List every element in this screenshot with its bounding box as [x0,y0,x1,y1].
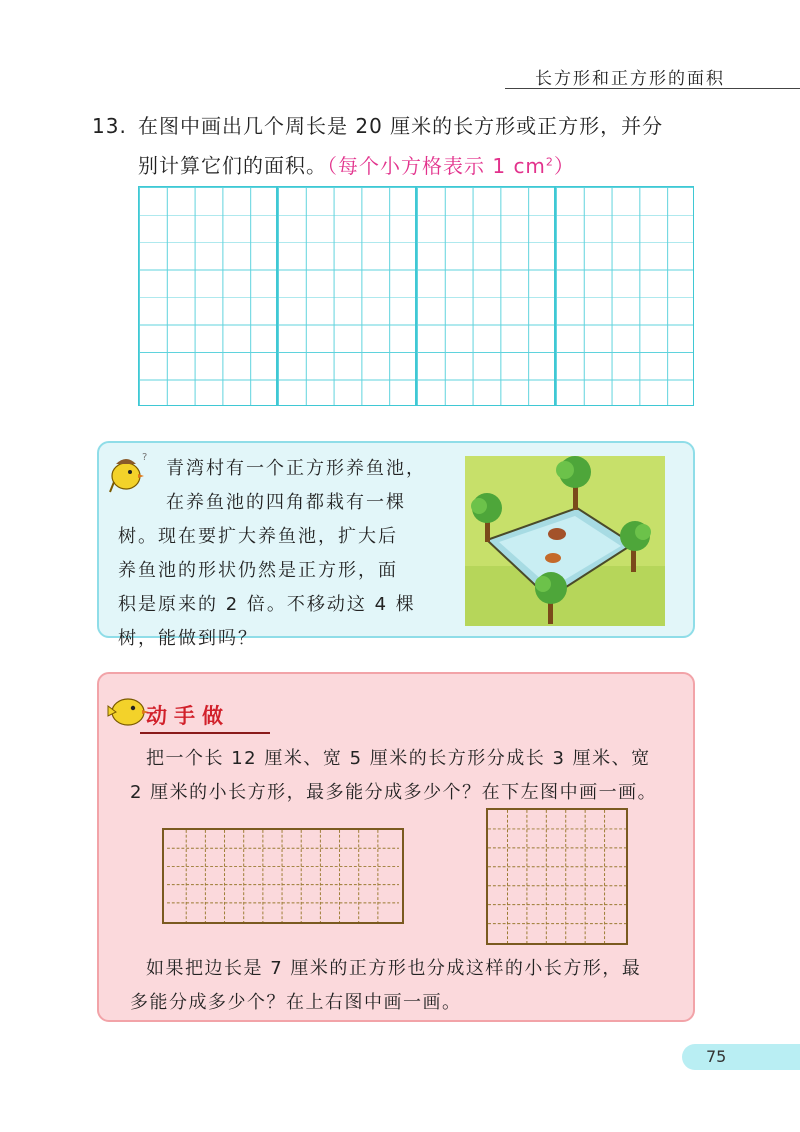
hands-on-title: 动手做 [146,704,230,728]
page-header-title: 长方形和正方形的面积 [535,69,725,89]
page-number-tab [682,1044,800,1070]
chick-mascot-icon [104,692,150,728]
header-divider [505,88,800,89]
question-text-line2 [138,144,575,184]
question-text-line1: 在图中画出几个周长是 20 厘米的长方形或正方形，并分 [138,114,664,138]
square-grid-7x7[interactable] [486,808,628,945]
rectangle-grid-12x5[interactable] [162,828,404,924]
pond-puzzle-text: 青湾村有一个正方形养鱼池， 在养鱼池的四角都栽有一棵 树。现在要扩大养鱼池，扩大后 养鱼池的形状仍然是正方形，面 积是原来的 2 倍。不移动这 4 棵 树，能做到吗？ [118,458,426,649]
hands-on-para2-line2: 多能分成多少个？在上右图中画一画。 [130,992,462,1013]
grid-divider [554,186,556,406]
hands-on-para1-line1: 把一个长 12 厘米、宽 5 厘米的长方形分成长 3 厘米、宽 [146,748,651,769]
hands-on-para1-line2: 2 厘米的小长方形，最多能分成多少个？在下左图中画一画。 [130,782,658,803]
svg-text:?: ? [142,452,148,463]
grid-divider [415,186,417,406]
question-text-line2-main: 别计算它们的面积。 [138,153,327,178]
page-number: 75 [706,1047,727,1066]
title-underline [140,732,270,734]
question-number: 13. [92,114,127,138]
grid-divider [276,186,278,406]
fish-pond-illustration [465,456,665,626]
unit-note: （每个小方格表示 1 $cm^2$） [327,153,575,178]
hands-on-para2-line1: 如果把边长是 7 厘米的正方形也分成这样的小长方形，最 [146,958,642,979]
